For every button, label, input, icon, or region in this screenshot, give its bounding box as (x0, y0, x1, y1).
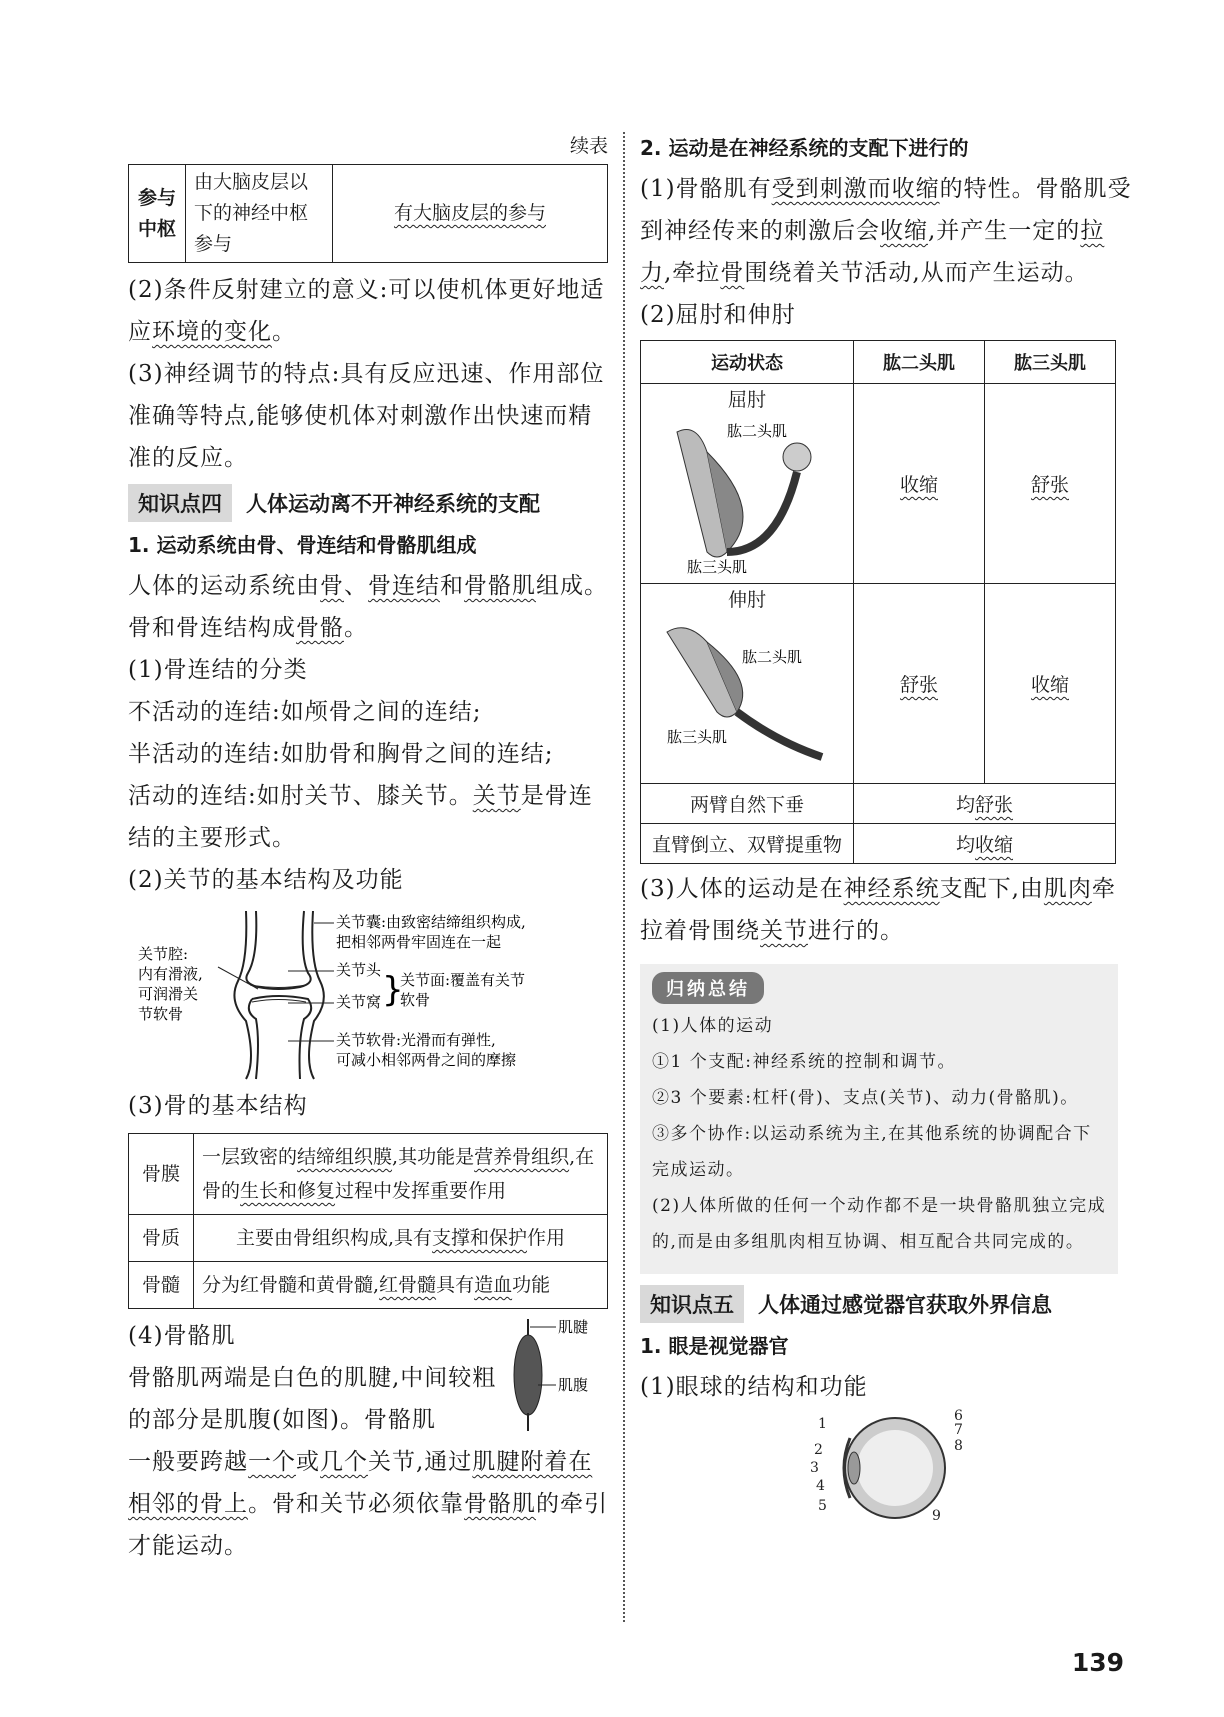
label-cartilage: 关节软骨:光滑而有弹性, (336, 1031, 496, 1049)
summary-title: 归纳总结 (652, 972, 764, 1004)
skeletal-muscle-section (128, 1315, 608, 1567)
column-divider (623, 132, 625, 1622)
flex-figure-cell: 屈肘 肱二头肌 肱三头肌 (641, 384, 854, 584)
section-heading: 1. 眼是视觉器官 (640, 1334, 789, 1358)
right-column (640, 128, 1136, 1532)
paragraph-motor-system: 人体的运动系统由骨、骨连结和骨骼肌组成。骨和骨连结构成骨骼。 (128, 573, 608, 641)
label-cartilage-2: 可减小相邻两骨之间的摩擦 (336, 1051, 517, 1069)
svg-text:肱三头肌: 肱三头肌 (667, 728, 728, 746)
label-cavity-3: 可润滑关 (138, 985, 199, 1003)
elbow-extension-figure (647, 612, 847, 777)
table-row: 两臂自然下垂 均舒张 (641, 784, 1116, 824)
eye-label-5: 5 (818, 1498, 827, 1514)
label-cavity-4: 节软骨 (138, 1005, 184, 1023)
eye-label-9: 9 (932, 1508, 941, 1524)
page-number: 139 (1071, 1648, 1124, 1677)
table-cell: 由大脑皮层以下的神经中枢参与 (186, 165, 333, 263)
section-heading: 2. 运动是在神经系统的支配下进行的 (640, 136, 969, 160)
kp-title: 人体通过感觉器官获取外界信息 (758, 1293, 1052, 1317)
bone-structure-table (128, 1133, 608, 1309)
left-column (128, 128, 608, 1567)
svg-text:}: } (382, 970, 404, 1010)
list-item: 半活动的连结:如肋骨和胸骨之间的连结; (128, 741, 554, 767)
eye-label-8: 8 (954, 1438, 963, 1454)
label-capsule-2: 把相邻两骨牢固连在一起 (336, 933, 502, 951)
knowledge-point-5-heading (640, 1284, 1136, 1324)
paragraph-muscle-cont: 一般要跨越一个或几个关节,通过肌腱附着在相邻的骨上。骨和关节必须依靠骨骼肌的牵引才能运动。 (128, 1449, 608, 1559)
subheading: (2)屈肘和伸肘 (640, 302, 796, 328)
subheading: (3)骨的基本结构 (128, 1093, 308, 1119)
summary-box (640, 964, 1118, 1274)
table-cell: 有大脑皮层的参与 (333, 165, 608, 263)
section-heading: 1. 运动系统由骨、骨连结和骨骼肌组成 (128, 533, 477, 557)
table-cell: 收缩 (985, 584, 1116, 784)
list-item: 不活动的连结:如颅骨之间的连结; (128, 699, 482, 725)
table-row: 骨髓 分为红骨髓和黄骨髓,红骨髓具有造血功能 (129, 1262, 608, 1309)
continued-table (128, 164, 608, 263)
subheading: (1)骨连结的分类 (128, 657, 308, 683)
table-row (641, 584, 1116, 784)
table-cell: 收缩 (854, 384, 985, 584)
label-capsule: 关节囊:由致密结缔组织构成, (336, 913, 526, 931)
elbow-flexion-figure (647, 412, 847, 577)
svg-text:肱二头肌: 肱二头肌 (742, 648, 803, 666)
subheading: (4)骨骼肌 (128, 1323, 236, 1349)
knowledge-point-4-heading (128, 483, 608, 523)
table-row-head: 参与 中枢 (129, 165, 186, 263)
label-tendon: 肌腱 (558, 1318, 589, 1336)
paragraph-contraction: (1)骨骼肌有受到刺激而收缩的特性。骨骼肌受到神经传来的刺激后会收缩,并产生一定的拉力,牵拉骨围绕着关节活动,从而产生运动。 (640, 176, 1132, 286)
table-row: 骨膜 一层致密的结缔组织膜,其功能是营养骨组织,在骨的生长和修复过程中发挥重要作用 (129, 1134, 608, 1215)
label-cavity: 关节腔: (138, 945, 189, 963)
joint-structure-diagram (128, 901, 608, 1081)
paragraph-nervous-control: (3)人体的运动是在神经系统支配下,由肌肉牵拉着骨围绕关节进行的。 (640, 876, 1116, 944)
kp-tag: 知识点五 (640, 1285, 744, 1323)
table-row: 直臂倒立、双臂提重物 均收缩 (641, 824, 1116, 864)
eye-label-3: 3 (810, 1460, 819, 1476)
kp-title: 人体运动离不开神经系统的支配 (246, 492, 540, 516)
kp-tag: 知识点四 (128, 484, 232, 522)
label-surface: 关节面:覆盖有关节 (400, 971, 526, 989)
table-cell: 舒张 (854, 584, 985, 784)
table-header-row: 运动状态 肱二头肌 肱三头肌 (641, 341, 1116, 384)
continued-label: 续表 (569, 135, 608, 157)
eyeball-diagram (810, 1408, 970, 1528)
summary-body: (1)人体的运动 ①1 个支配:神经系统的控制和调节。 ②3 个要素:杠杆(骨)、支点(关节)、动力(骨骼肌)。 ③多个协作:以运动系统为主,在其他系统的协调配合下完成运动。 (2)人体所做的任何一个动作都不是一块骨骼肌独立完成的,而是由多组肌肉相互协调、相互配合共同完成的。 (652, 1016, 1107, 1252)
label-cavity-2: 内有滑液, (138, 965, 203, 983)
label-surface-2: 软骨 (400, 991, 431, 1009)
paragraph-conditioned-reflex: (2)条件反射建立的意义:可以使机体更好地适应环境的变化。 (128, 277, 605, 345)
eye-label-6: 6 (954, 1408, 963, 1424)
label-belly: 肌腹 (558, 1376, 589, 1394)
paragraph-muscle: 骨骼肌两端是白色的肌腱,中间较粗的部分是肌腹(如图)。骨骼肌 (128, 1365, 497, 1433)
motion-table (640, 340, 1116, 864)
table-cell: 舒张 (985, 384, 1116, 584)
eye-label-4: 4 (816, 1478, 825, 1494)
eye-label-2: 2 (814, 1442, 823, 1458)
table-row: 骨质 主要由骨组织构成,具有支撑和保护作用 (129, 1215, 608, 1262)
svg-text:肱三头肌: 肱三头肌 (687, 558, 748, 576)
label-head: 关节头 (336, 961, 382, 979)
paragraph-neural-features: (3)神经调节的特点:具有反应迅速、作用部位准确等特点,能够使机体对刺激作出快速而精准的反应。 (128, 361, 605, 471)
label-socket: 关节窝 (336, 993, 382, 1011)
subheading: (1)眼球的结构和功能 (640, 1374, 868, 1400)
eye-label-1: 1 (818, 1416, 827, 1432)
subheading: (2)关节的基本结构及功能 (128, 867, 404, 893)
eye-label-7: 7 (954, 1422, 963, 1438)
list-item: 活动的连结:如肘关节、膝关节。关节是骨连结的主要形式。 (128, 783, 593, 851)
table-row (641, 384, 1116, 584)
muscle-diagram (508, 1315, 608, 1435)
ext-figure-cell: 伸肘 肱二头肌 肱三头肌 (641, 584, 854, 784)
svg-text:肱二头肌: 肱二头肌 (727, 422, 788, 440)
